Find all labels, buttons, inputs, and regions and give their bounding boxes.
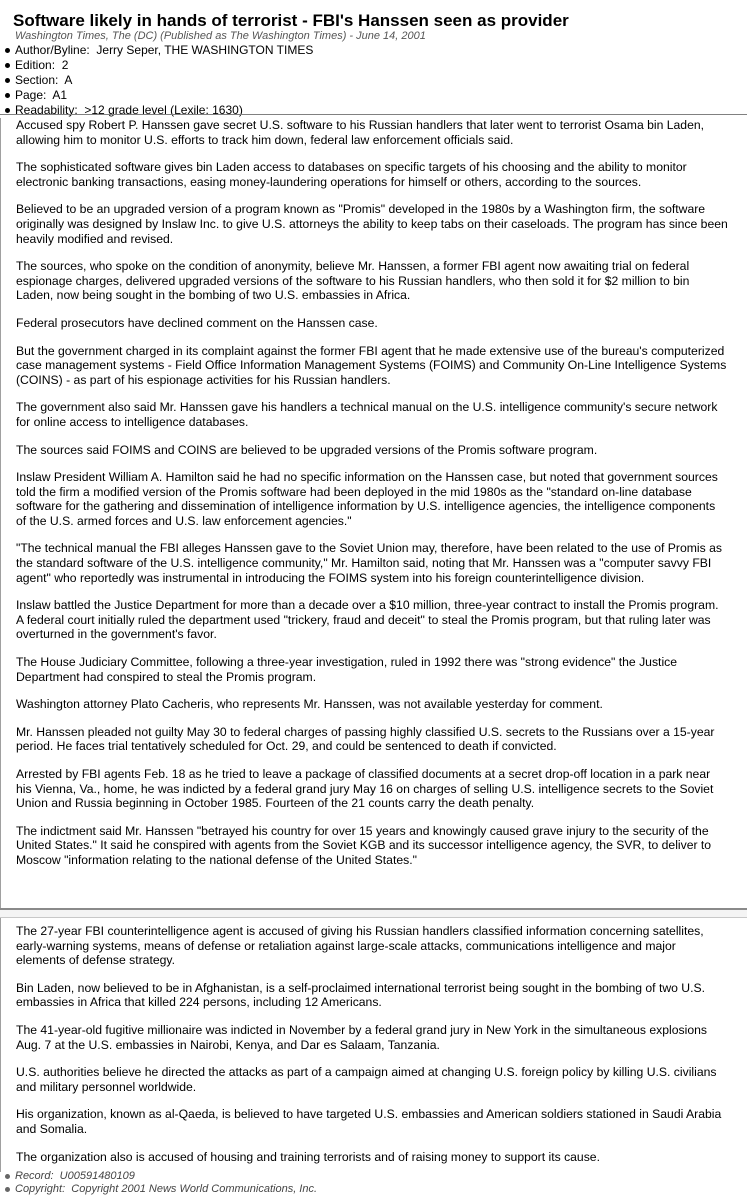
meta-label: Readability: [15, 103, 78, 117]
bullet-icon [5, 108, 10, 113]
bullet-icon [5, 63, 10, 68]
article-paragraph: Arrested by FBI agents Feb. 18 as he tried to leave a package of classified documents at a secret drop-off location in a park near his Vienna, Va., home, he was indicted by a federal grand jury May 16 on charges of selling U.S. intelligence secrets to the Soviet Union and Russia beginning in October 1985. Fourteen of the 21 counts carry the death penalty. [16, 767, 714, 811]
meta-value: A1 [52, 88, 68, 102]
meta-value: A [64, 73, 73, 87]
article-paragraph: Inslaw President William A. Hamilton said he had no specific information on the Hanssen case, but noted that government sources told the firm a modified version of the Promis software had been deployed in the mid 1980s as the "standard on-line database software for the gathering and dissemination of intelligence information by U.S. intelligence agencies, the intelligence components of the U.S. armed forces and U.S. law enforcement agencies." [16, 470, 718, 528]
source-line: Washington Times, The (DC) (Published as The Washington Times) - June 14, 2001 [15, 30, 426, 42]
article-body [0, 118, 747, 908]
bullet-icon [5, 1187, 10, 1192]
page-break-divider [0, 908, 747, 918]
article-paragraph: The organization also is accused of housing and training terrorists and of raising money to support its cause. [16, 1149, 600, 1164]
bullet-icon [5, 1174, 10, 1179]
article-paragraph: Bin Laden, now believed to be in Afghanistan, is a self-proclaimed international terrorist being sought in the bombing of two U.S. embassies in Africa that killed 224 persons, including 12 Americans. [16, 980, 706, 1010]
meta-section [0, 73, 313, 88]
article-paragraph: Believed to be an upgraded version of a program known as "Promis" developed in the 1980s by a Washington firm, the software originally was designed by Inslaw Inc. to give U.S. attorneys the ability to keep tabs on their caseloads. The program has since been heavily modified and revised. [16, 202, 728, 246]
bullet-icon [5, 48, 10, 53]
article-paragraph: The 41-year-old fugitive millionaire was indicted in November by a federal grand jury in New York in the simultaneous explosions Aug. 7 at the U.S. embassies in Nairobi, Kenya, and Dar es Salaam, Tanzania. [16, 1022, 707, 1052]
footer-value: U00591480109 [59, 1170, 135, 1182]
article-paragraph: The House Judiciary Committee, following a three-year investigation, ruled in 1992 there was "strong evidence" the Justice Department had conspired to steal the Promis program. [16, 655, 678, 684]
article-body-continued [0, 918, 747, 1172]
meta-author [0, 43, 313, 58]
meta-label: Edition: [15, 58, 56, 72]
article-paragraph: The sources, who spoke on the condition of anonymity, believe Mr. Hanssen, a former FBI agent now awaiting trial on federal espionage charges, delivered upgraded versions of the software to his Russian handlers, who then sold it for $2 million to bin Laden, now being sought in the bombing of two U.S. embassies in Africa. [16, 259, 690, 303]
footer-label: Copyright: [15, 1183, 66, 1195]
article-paragraph: His organization, known as al-Qaeda, is believed to have targeted U.S. embassies and American soldiers stationed in Saudi Arabia and Somalia. [16, 1107, 722, 1136]
meta-label: Page: [15, 88, 47, 102]
bullet-icon [5, 93, 10, 98]
meta-value: 2 [61, 58, 69, 72]
article-paragraph: Washington attorney Plato Cacheris, who represents Mr. Hanssen, was not available yesterday for comment. [16, 697, 603, 712]
footer-record [0, 1170, 317, 1183]
meta-list [0, 43, 313, 118]
meta-value: >12 grade level (Lexile: 1630) [84, 103, 243, 117]
article-paragraph: Federal prosecutors have declined comment on the Hanssen case. [16, 315, 378, 330]
article-paragraph: But the government charged in its complaint against the former FBI agent that he made extensive use of the bureau's computerized case management systems - Field Office Information Management Systems (FOIMS) and Community On-Line Intelligence Systems (COINS) - as part of his espionage activities for his Russian handlers. [16, 343, 727, 387]
article-paragraph: The government also said Mr. Hanssen gave his handlers a technical manual on the U.S. intelligence community's secure network for online access to intelligence databases. [16, 400, 718, 429]
footer-list [0, 1170, 317, 1196]
article-paragraph: Mr. Hanssen pleaded not guilty May 30 to federal charges of passing highly classified U.S. secrets to the Russians over a 15-year period. He faces trial tentatively scheduled for Oct. 29, and could be sentenced to death if convicted. [16, 724, 715, 754]
article-paragraph: Inslaw battled the Justice Department for more than a decade over a $10 million, three-year contract to install the Promis program. A federal court initially ruled the department used "trickery, fraud and deceit" to steal the Promis program, but that ruling later was overturned in the government's favor. [16, 598, 719, 642]
article-paragraph: "The technical manual the FBI alleges Hanssen gave to the Soviet Union may, therefore, have been related to the use of Promis as the standard software of the U.S. intelligence community," Mr. Hamilton said, noting that Mr. Hanssen was a "computer savvy FBI agent" who reportedly was instrumental in introducing the FOIMS system into his foreign counterintelligence division. [16, 541, 722, 585]
meta-readability [0, 103, 313, 118]
meta-divider [0, 114, 747, 115]
meta-edition [0, 58, 313, 73]
article-paragraph: The 27-year FBI counterintelligence agent is accused of giving his Russian handlers classified information concerning satellites, early-warning systems, means of defense or retaliation against large-scale attacks, communications intelligence and major elements of defense strategy. [16, 924, 704, 968]
meta-value: Jerry Seper, THE WASHINGTON TIMES [96, 43, 314, 57]
footer-label: Record: [15, 1170, 54, 1182]
article-paragraph: The sophisticated software gives bin Laden access to databases on specific targets of his choosing and the ability to monitor electronic banking transactions, easing money-laundering operations for himself or others, according to the sources. [16, 160, 687, 189]
meta-label: Section: [15, 73, 59, 87]
article-paragraph: The sources said FOIMS and COINS are believed to be upgraded versions of the Promis software program. [16, 442, 598, 457]
article-paragraph: U.S. authorities believe he directed the attacks as part of a campaign aimed at changing U.S. foreign policy by killing U.S. civilians and military personnel worldwide. [16, 1065, 717, 1094]
bullet-icon [5, 78, 10, 83]
footer-copyright [0, 1183, 317, 1196]
article-paragraph: The indictment said Mr. Hanssen "betrayed his country for over 15 years and knowingly caused grave injury to the security of the United States." It said he conspired with agents from the Soviet KGB and its successor intelligence agency, the SVR, to deliver to Moscow "information relating to the national defense of the United States." [16, 823, 712, 867]
headline: Software likely in hands of terrorist - FBI's Hanssen seen as provider [13, 11, 569, 30]
footer-value: Copyright 2001 News World Communications, Inc. [71, 1183, 318, 1195]
article-paragraph: Accused spy Robert P. Hanssen gave secret U.S. software to his Russian handlers that later went to terrorist Osama bin Laden, allowing him to monitor U.S. efforts to track him down, federal law enforcement officials said. [16, 118, 705, 147]
meta-label: Author/Byline: [15, 43, 90, 57]
meta-page [0, 88, 313, 103]
